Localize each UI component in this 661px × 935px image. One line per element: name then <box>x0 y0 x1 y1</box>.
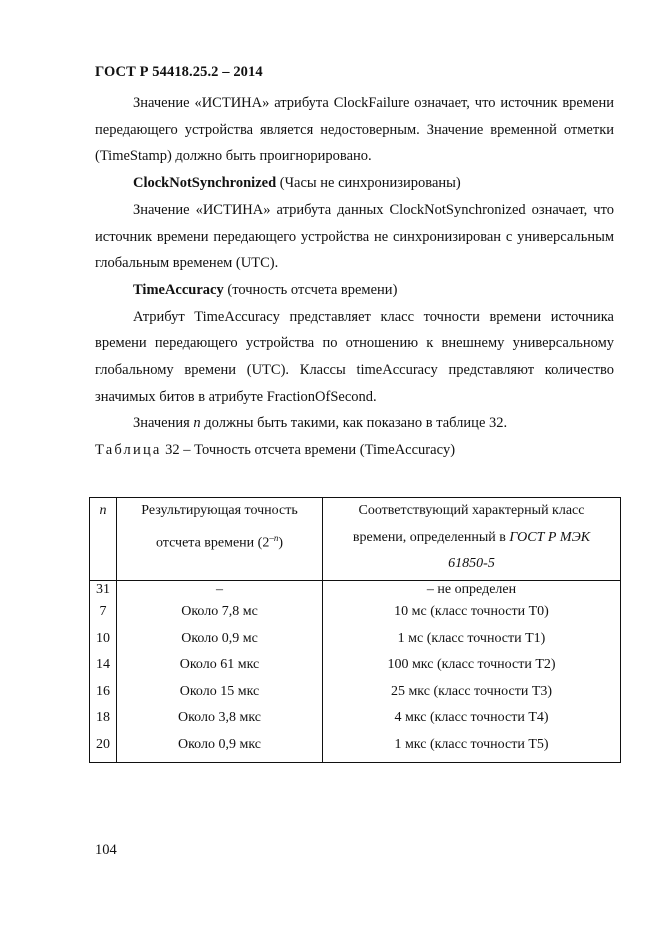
standard-header: ГОСТ Р 54418.25.2 – 2014 <box>95 64 263 80</box>
time-accuracy-table <box>89 497 621 763</box>
cell-accuracy: Около 3,8 мкс <box>117 705 323 732</box>
column-header-accuracy <box>117 498 323 581</box>
column-header-class-line3 <box>323 551 620 578</box>
body-text <box>95 90 614 437</box>
cell-n: 10 <box>90 626 117 653</box>
table-row <box>90 732 621 763</box>
cell-class: 4 мкс (класс точности T4) <box>323 705 621 732</box>
cell-n: 16 <box>90 679 117 706</box>
cell-accuracy: Около 61 мкс <box>117 652 323 679</box>
cell-accuracy: – <box>117 581 323 600</box>
paragraph-clockfailure: Значение «ИСТИНА» атрибута ClockFailure означает, что источник времени передающего устройства является недостоверным. Значение временной отметки (TimeStamp) должно быть проигнорировано. <box>95 95 614 165</box>
table-caption-text: 32 – Точность отсчета времени (TimeAccuracy) <box>161 442 456 458</box>
term-clocknotsynchronized-gloss: (Часы не синхронизированы) <box>276 175 461 192</box>
column-header-class-line2 <box>323 525 620 552</box>
cell-n: 20 <box>90 732 117 763</box>
column-header-class-line2-text: времени, определенный в <box>352 529 510 545</box>
heading-clocknotsynchronized <box>95 170 614 197</box>
column-header-class-reference-number: 61850-5 <box>448 556 495 571</box>
table-row <box>90 581 621 600</box>
cell-accuracy: Около 7,8 мс <box>117 599 323 626</box>
cell-class: – не определен <box>323 581 621 600</box>
column-header-class <box>323 498 621 581</box>
cell-class: 1 мкс (класс точности T5) <box>323 732 621 763</box>
column-header-class-reference: ГОСТ Р МЭК <box>509 529 591 545</box>
table-caption-label: Таблица <box>95 442 162 458</box>
table-row <box>90 626 621 653</box>
paragraph-values-n <box>95 410 614 437</box>
cell-n: 18 <box>90 705 117 732</box>
column-header-class-line1: Соответствующий характерный класс <box>358 503 585 518</box>
term-clocknotsynchronized: ClockNotSynchronized <box>133 175 277 192</box>
column-header-accuracy-close: ) <box>278 535 283 551</box>
page-number: 104 <box>95 842 117 858</box>
paragraph-timeaccuracy: Атрибут TimeAccuracy представляет класс точности времени источника времени передающего устройства по отношению к внешнему универсальному глобальному времени (UTC). Классы timeAccuracy представляют количество значимых битов в атрибуте FractionOfSecond. <box>95 308 614 405</box>
column-header-n <box>90 498 117 581</box>
table-row <box>90 679 621 706</box>
cell-n: 7 <box>90 599 117 626</box>
column-header-accuracy-line2-text: отсчета времени (2 <box>155 535 270 551</box>
cell-accuracy: Около 0,9 мс <box>117 626 323 653</box>
table-row <box>90 599 621 626</box>
term-timeaccuracy-gloss: (точность отсчета времени) <box>223 281 398 298</box>
cell-n: 31 <box>90 581 117 600</box>
table-row <box>90 705 621 732</box>
column-header-accuracy-exponent: –n <box>269 532 279 543</box>
cell-class: 25 мкс (класс точности T3) <box>323 679 621 706</box>
cell-class: 10 мс (класс точности T0) <box>323 599 621 626</box>
cell-class: 1 мс (класс точности T1) <box>323 626 621 653</box>
table-header-row <box>90 498 621 581</box>
variable-n: n <box>193 415 201 432</box>
column-header-accuracy-line2 <box>117 525 322 557</box>
cell-accuracy: Около 15 мкс <box>117 679 323 706</box>
cell-accuracy: Около 0,9 мкс <box>117 732 323 763</box>
heading-timeaccuracy <box>95 277 614 304</box>
column-header-accuracy-line1: Результирующая точность <box>141 503 298 518</box>
table-caption <box>95 440 615 460</box>
values-n-pre: Значения <box>133 415 194 432</box>
values-n-post: должны быть такими, как показано в таблице 32. <box>200 415 508 432</box>
column-header-n-label: n <box>99 503 107 518</box>
cell-n: 14 <box>90 652 117 679</box>
table-row <box>90 652 621 679</box>
cell-class: 100 мкс (класс точности T2) <box>323 652 621 679</box>
term-timeaccuracy: TimeAccuracy <box>133 281 224 298</box>
paragraph-clocknotsynchronized: Значение «ИСТИНА» атрибута данных ClockNotSynchronized означает, что источник времени передающего устройства не синхронизирован с универсальным глобальным временем (UTC). <box>95 201 614 272</box>
